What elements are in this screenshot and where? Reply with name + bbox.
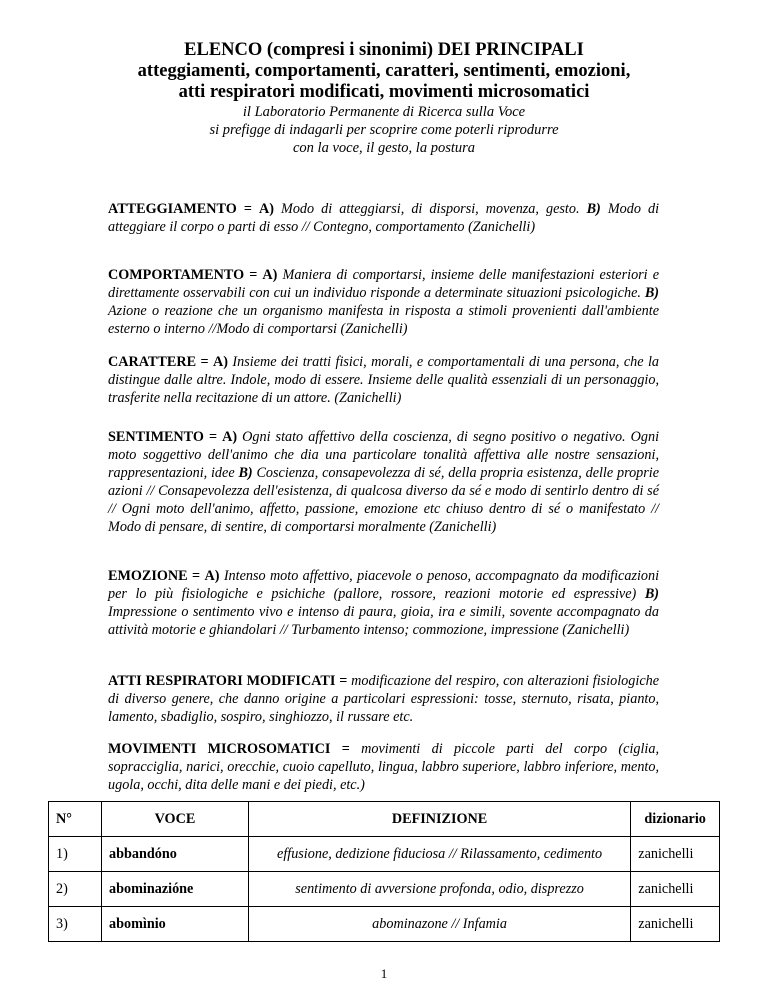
header-definizione: DEFINIZIONE: [248, 802, 630, 837]
definition-term: MOVIMENTI MICROSOMATICI =: [108, 741, 350, 757]
table-row: [49, 907, 720, 942]
subtitle-line-2: si prefigge di indagarli per scoprire come poterli riprodurre: [209, 122, 559, 138]
definition-source: (Zanichelli): [334, 390, 402, 406]
definition-label-b: B): [644, 285, 660, 301]
definition-source: (Zanichelli): [429, 519, 497, 535]
cell-n: 1): [49, 837, 102, 872]
title-line-2: atteggiamenti, comportamenti, caratteri, sentimenti, emozioni,: [137, 61, 631, 81]
voci-table: [48, 801, 720, 942]
definition-label-a: A): [262, 267, 278, 283]
definition-source: (Zanichelli): [468, 219, 536, 235]
table-header-row: [49, 802, 720, 837]
header-voce: VOCE: [102, 802, 249, 837]
definition-sentimento: [108, 428, 659, 536]
definition-source: (Zanichelli): [562, 622, 630, 638]
definition-source: (Zanichelli): [340, 321, 408, 337]
title-line-3: atti respiratori modificati, movimenti microsomatici: [178, 82, 590, 102]
title-block: [0, 40, 768, 157]
page-number: 1: [380, 966, 388, 981]
header-dizionario: dizionario: [631, 802, 720, 837]
cell-voce: abomìnio: [102, 907, 249, 942]
definition-label-a: A): [204, 568, 220, 584]
definition-label-a: A): [258, 201, 274, 217]
definition-text-b: Modo di atteggiare il corpo o parti di esso // Contegno, comportamento: [108, 201, 660, 235]
header-n: N°: [49, 802, 102, 837]
definition-label-a: A): [212, 354, 228, 370]
definition-label-a: A): [222, 429, 238, 445]
definition-text-a: Maniera di comportarsi, insieme delle manifestazioni esteriori e direttamente osservabili con cui un individuo risponde a determinate situazioni psicologiche.: [108, 267, 660, 301]
definition-term: ATTI RESPIRATORI MODIFICATI =: [108, 673, 348, 689]
cell-dizionario: zanichelli: [631, 872, 720, 907]
cell-dizionario: zanichelli: [631, 907, 720, 942]
definition-movimenti-microsomatici: [108, 740, 659, 794]
cell-definizione: effusione, dedizione fiduciosa // Rilassamento, cedimento: [248, 837, 630, 872]
definition-text-a: Ogni stato affettivo della coscienza, di segno positivo o negativo. Ogni moto soggettivo dell'animo che dia una particolare tonalità affettiva alle nostre sensazioni, rappresentazioni, idee: [108, 429, 660, 481]
definition-comportamento: [108, 266, 659, 338]
title-line-1: ELENCO (compresi i sinonimi) DEI PRINCIPALI: [184, 40, 584, 60]
definition-text-b: Coscienza, consapevolezza di sé, della propria esistenza, delle proprie azioni // Consapevolezza dell'esistenza, di qualcosa diverso da sé e modo di sentirlo dentro di sé // Ogni moto dell'animo, affetto, passione, emozione etc chiuso dentro di sé o manifestato // Modo di pensare, di sentire, di comportarsi moralmente: [108, 465, 660, 535]
definition-term: ATTEGGIAMENTO =: [108, 201, 252, 217]
definition-label-b: B): [644, 586, 660, 602]
definition-text-a: movimenti di piccole parti del corpo (ciglia, sopracciglia, narici, orecchie, cuoio capelluto, lingua, labbro superiore, labbro inferiore, mento, ugola, occhi, dita delle mani e dei piedi, etc.): [108, 741, 659, 793]
definition-atti-respiratori: [108, 672, 659, 726]
definition-term: COMPORTAMENTO =: [108, 267, 258, 283]
definition-text-a: modificazione del respiro, con alterazioni fisiologiche di diverso genere, che danno origine a particolari espressioni: tosse, sternuto, risata, pianto, lamento, sbadiglio, sospiro, singhiozzo, il russare etc.: [108, 673, 660, 725]
definition-label-b: B): [586, 201, 601, 217]
definition-term: EMOZIONE =: [108, 568, 201, 584]
definition-label-b: B): [238, 465, 253, 481]
cell-n: 2): [49, 872, 102, 907]
definition-text-b: Impressione o sentimento vivo e intenso di paura, gioia, ira e simili, sovente accompagnato da attività motorie e ghiandolari // Turbamento intenso; commozione, impressione: [108, 604, 659, 638]
definition-atteggiamento: [108, 200, 659, 236]
cell-n: 3): [49, 907, 102, 942]
definition-emozione: [108, 567, 659, 639]
definition-term: CARATTERE =: [108, 354, 209, 370]
definition-carattere: [108, 353, 659, 407]
cell-definizione: sentimento di avversione profonda, odio, disprezzo: [248, 872, 630, 907]
subtitle-line-3: con la voce, il gesto, la postura: [292, 140, 476, 156]
definition-term: SENTIMENTO =: [108, 429, 218, 445]
cell-voce: abominazióne: [102, 872, 249, 907]
table-row: [49, 837, 720, 872]
table-row: [49, 872, 720, 907]
definition-text-a: Insieme dei tratti fisici, morali, e comportamentali di una persona, che la distingue dalle altre. Indole, modo di essere. Insieme delle qualità essenziali di un personaggio, trasferite nella recitazione di un attore.: [108, 354, 660, 406]
subtitle-line-1: il Laboratorio Permanente di Ricerca sulla Voce: [242, 104, 526, 120]
cell-voce: abbandóno: [102, 837, 249, 872]
definition-text-a: Modo di atteggiarsi, di disporsi, movenza, gesto.: [281, 201, 580, 217]
definition-text-b: Azione o reazione che un organismo manifesta in risposta a stimoli provenienti dall'ambiente esterno o interno //Modo di comportarsi: [108, 303, 659, 337]
cell-dizionario: zanichelli: [631, 837, 720, 872]
definition-text-a: Intenso moto affettivo, piacevole o penoso, accompagnato da modificazioni per lo più fisiologiche e psichiche (pallore, rossore, reazioni motorie ed espressive): [108, 568, 660, 602]
cell-definizione: abominazone // Infamia: [248, 907, 630, 942]
